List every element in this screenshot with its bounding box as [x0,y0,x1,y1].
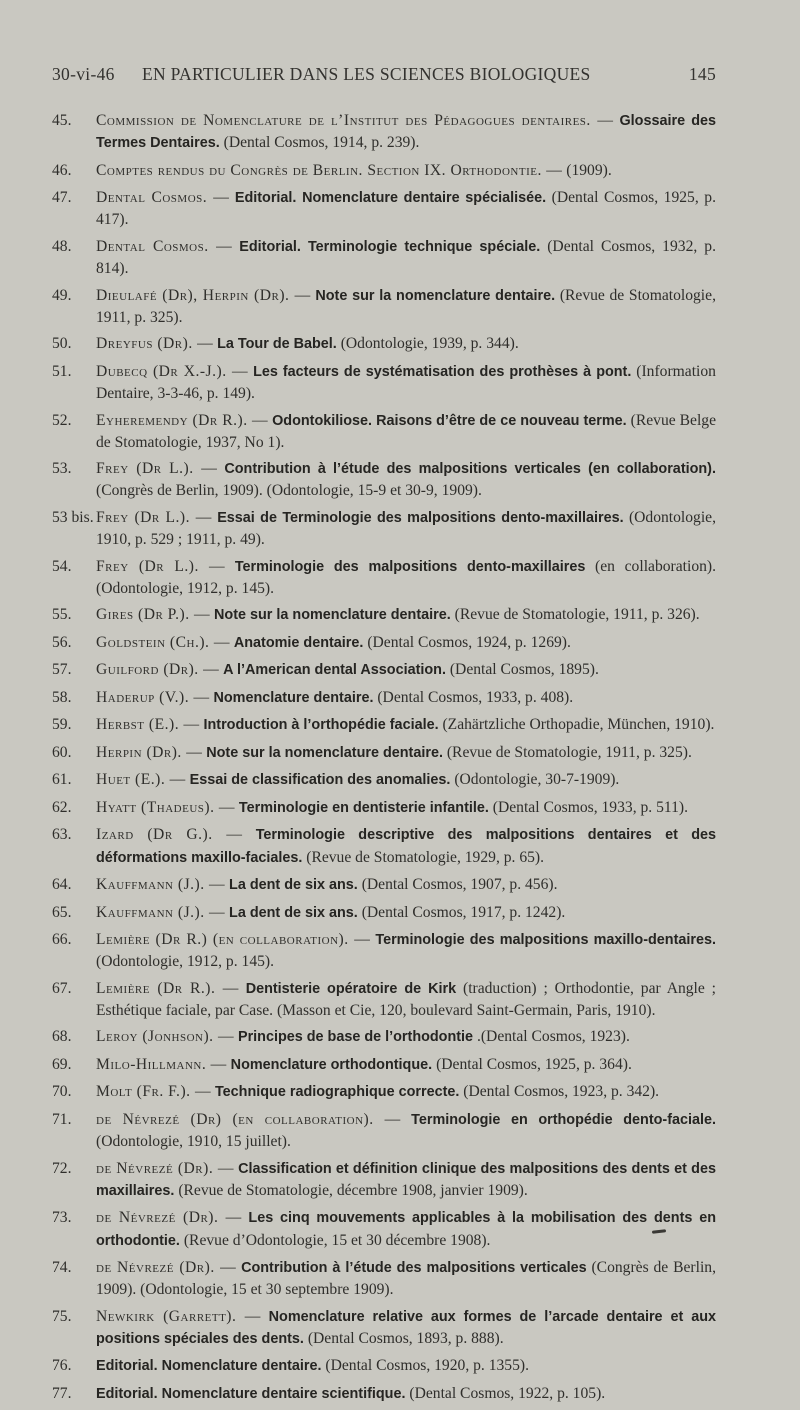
reference-title: Nomenclature dentaire. [213,689,374,706]
reference-list [52,110,716,1410]
reference-number: 54. [52,557,72,575]
reference-entry [52,285,716,328]
reference-source: (Dental Cosmos, 1925, p. 364). [436,1055,632,1073]
reference-source: (Revue de Stomatologie, 1911, p. 326). [454,606,700,624]
reference-number: 68. [52,1028,72,1046]
reference-number: 64. [52,876,72,894]
reference-entry [52,507,716,550]
reference-source: (1909). [566,161,612,179]
reference-source: (traduction) ; Orthodontie, par Angle ; Esthétique faciale, par Case. (Masson et Cie, 120, boulevard Saint-Germain, Paris, 1910). [96,979,716,1019]
reference-number: 48. [52,237,72,255]
reference-author: de Névrezé (Dr). — [96,1259,237,1277]
reference-author: Frey (Dr L.). — [96,460,218,478]
reference-entry [52,1026,716,1048]
reference-title: Essai de classification des anomalies. [189,772,451,789]
reference-title: Editorial. Nomenclature dentaire spécialisée. [234,190,547,207]
reference-title: Editorial. Nomenclature dentaire scientifique. [96,1385,406,1402]
reference-number: 45. [52,112,72,129]
reference-author: Leroy (Jonhson). — [96,1028,235,1046]
reference-author: Kauffmann (J.). — [96,903,226,921]
reference-title: Nomenclature orthodontique. [230,1056,433,1073]
reference-author: Dental Cosmos. — [96,189,230,207]
running-header [52,64,716,88]
reference-entry [52,1383,716,1405]
reference-source: (Odontologie, 1939, p. 344). [340,335,519,353]
reference-entry [52,1109,716,1152]
reference-author: Comptes rendus du Congrès de Berlin. Section IX. Orthodontie. — [96,161,563,179]
reference-title: Les facteurs de systématisation des prothèses à pont. [253,363,632,380]
reference-source: (Dental Cosmos, 1922, p. 105). [409,1384,606,1402]
reference-entry [52,797,716,819]
reference-title: Glossaire des Termes Dentaires. [96,113,717,152]
reference-author: Hyatt (Thadeus). — [96,798,235,816]
reference-number: 53 bis. [52,508,94,526]
reference-entry [52,1207,716,1251]
reference-title: Dentisterie opératoire de Kirk [245,980,457,997]
reference-number: 77. [52,1384,72,1402]
reference-author: Dreyfus (Dr). — [96,335,214,353]
reference-source: (Congrès de Berlin, 1909). (Odontologie, 15 et 30 septembre 1909). [96,1259,716,1299]
reference-title: Contribution à l’étude des malpositions verticales [241,1260,587,1277]
reference-source: (Revue d’Odontologie, 15 et 30 décembre 1908). [183,1231,491,1249]
reference-number: 73. [52,1209,72,1227]
reference-title: La Tour de Babel. [217,336,337,353]
reference-title: Terminologie en dentisterie infantile. [238,799,489,816]
reference-source: (Dental Cosmos, 1925, p. 417). [96,189,716,229]
reference-entry [52,187,716,230]
reference-entry [52,160,716,182]
reference-number: 49. [52,286,72,304]
reference-number: 60. [52,743,72,761]
reference-source: (Dental Cosmos, 1917, p. 1242). [361,903,566,921]
reference-entry [52,978,716,1021]
reference-source: (Odontologie, 1912, p. 145). [96,953,275,971]
reference-number: 61. [52,771,72,789]
reference-entry [52,769,716,791]
reference-source: (Revue de Stomatologie, décembre 1908, janvier 1909). [178,1181,528,1199]
reference-entry [52,410,716,453]
reference-title: Note sur la nomenclature dentaire. [214,607,451,624]
reference-source: (Congrès de Berlin, 1909). (Odontologie, 15-9 et 30-9, 1909). [96,482,482,500]
reference-title: Note sur la nomenclature dentaire. [315,287,556,304]
reference-number: 74. [52,1259,72,1277]
reference-author: Dental Cosmos. — [96,237,233,255]
reference-author: Guilford (Dr). — [96,661,220,679]
reference-title: Les cinq mouvements applicables à la mobilisation des dents en orthodontie. [96,1210,716,1249]
reference-author: Molt (Fr. F.). — [96,1083,212,1101]
reference-entry [52,824,716,868]
reference-title: Odontokiliose. Raisons d’être de ce nouveau terme. [272,412,627,429]
reference-source: (Dental Cosmos, 1933, p. 408). [377,688,574,706]
reference-number: 57. [52,661,72,679]
reference-entry [52,604,716,626]
reference-entry [52,556,716,599]
reference-entry [52,714,716,736]
reference-number: 76. [52,1357,72,1375]
reference-author: Dubecq (Dr X.-J.). — [96,362,249,380]
reference-author: Frey (Dr L.). — [96,508,212,526]
reference-source: (Dental Cosmos, 1924, p. 1269). [367,633,571,651]
reference-author: Lemière (Dr R.). — [96,979,239,997]
page-number: 145 [688,64,716,84]
reference-source: (Dental Cosmos, 1914, p. 239). [223,134,420,152]
reference-title: Anatomie dentaire. [233,634,364,651]
reference-author: Herpin (Dr). — [96,743,203,761]
reference-author: Goldstein (Ch.). — [96,633,230,651]
reference-author: Izard (Dr G.). — [96,826,243,844]
reference-author: Dieulafé (Dr), Herpin (Dr). — [96,286,311,304]
reference-author: de Névrezé (Dr) (en collaboration). — [96,1110,401,1128]
reference-entry [52,361,716,404]
reference-source: (Dental Cosmos, 1895). [449,661,599,679]
reference-number: 59. [52,716,72,734]
reference-title: La dent de six ans. [229,877,358,894]
reference-source: (Odontologie, 1910, p. 529 ; 1911, p. 49). [96,508,716,549]
reference-source: (en collaboration). (Odontologie, 1912, p. 145). [96,557,716,597]
reference-author: Lemière (Dr R.) (en collaboration). — [96,931,371,949]
reference-entry [52,742,716,764]
reference-author: Haderup (V.). — [96,688,210,706]
reference-author: Milo-Hillmann. — [96,1055,227,1073]
reference-title: Introduction à l’orthopédie faciale. [203,717,439,734]
reference-title: Note sur la nomenclature dentaire. [206,744,443,761]
reference-number: 71. [52,1110,72,1128]
reference-source: (Dental Cosmos, 1933, p. 511). [492,798,688,816]
reference-author: Kauffmann (J.). — [96,876,226,894]
reference-title: Terminologie descriptive des malpositions dentaires et des déformations maxillo-faciales. [96,827,717,866]
reference-author: Frey (Dr L.). — [96,557,226,575]
reference-source: (Dental Cosmos, 1907, p. 456). [361,876,558,894]
reference-source: (Dental Cosmos, 1923, p. 342). [463,1083,660,1101]
reference-entry [52,1306,716,1350]
reference-number: 67. [52,979,72,997]
reference-title: Editorial. Nomenclature dentaire. [96,1358,322,1375]
reference-title: Terminologie en orthopédie dento-faciale. [411,1111,716,1128]
reference-number: 69. [52,1055,72,1073]
reference-author: de Névrezé (Dr). — [96,1209,242,1227]
reference-source: (Information Dentaire, 3-3-46, p. 149). [96,362,716,403]
reference-entry [52,687,716,709]
reference-number: 66. [52,931,72,949]
reference-entry [52,110,716,154]
reference-number: 75. [52,1307,72,1325]
reference-source: (Dental Cosmos, 1893, p. 888). [307,1329,504,1347]
reference-source: .(Dental Cosmos, 1923). [476,1028,630,1046]
reference-entry [52,659,716,681]
reference-author: Huet (E.). — [96,771,186,789]
reference-title: Editorial. Terminologie technique spéciale. [239,238,541,255]
reference-author: Newkirk (Garrett). — [96,1307,261,1325]
reference-number: 47. [52,189,72,207]
reference-title: Terminologie des malpositions dento-maxillaires [234,558,586,575]
reference-number: 72. [52,1159,72,1177]
reference-author: Commission de Nomenclature de l’Institut des Pédagogues dentaires. — [96,112,614,129]
reference-author: de Névrezé (Dr). — [96,1159,234,1177]
reference-entry [52,1054,716,1076]
reference-source: (Odontologie, 1910, 15 juillet). [96,1133,291,1151]
reference-entry [52,1081,716,1103]
reference-number: 52. [52,411,72,429]
reference-title: Essai de Terminologie des malpositions dento-maxillaires. [217,509,624,526]
reference-number: 53. [52,460,72,478]
reference-author: Gires (Dr P.). — [96,606,211,624]
reference-entry [52,458,716,501]
reference-entry [52,1257,716,1300]
reference-entry [52,236,716,279]
header-title: EN PARTICULIER DANS LES SCIENCES BIOLOGIQUES [142,64,591,84]
reference-title: Classification et définition clinique des malpositions des dents et des maxillaires. [96,1160,716,1199]
reference-title: A l’American dental Association. [223,662,446,679]
reference-source: (Dental Cosmos, 1920, p. 1355). [325,1357,529,1375]
reference-title: Technique radiographique correcte. [214,1084,460,1101]
reference-title: Principes de base de l’orthodontie [237,1029,474,1046]
reference-source: (Revue de Stomatologie, 1911, p. 325). [446,743,692,761]
header-date: 30-vi-46 [52,64,115,84]
reference-number: 46. [52,161,72,179]
reference-entry [52,1158,716,1202]
reference-entry [52,632,716,654]
reference-title: La dent de six ans. [229,904,358,921]
reference-source: (Revue de Stomatologie, 1929, p. 65). [306,848,545,866]
reference-source: (Revue Belge de Stomatologie, 1937, No 1). [96,411,716,451]
reference-source: (Zahärtzliche Orthopadie, München, 1910). [442,716,715,734]
reference-number: 50. [52,335,72,353]
reference-source: (Dental Cosmos, 1932, p. 814). [96,237,716,278]
reference-title: Nomenclature relative aux formes de l’arcade dentaire et aux positions spéciales des dents. [96,1308,716,1347]
reference-entry [52,929,716,972]
reference-number: 65. [52,903,72,921]
reference-number: 55. [52,606,72,624]
reference-source: (Odontologie, 30-7-1909). [454,771,620,789]
reference-number: 63. [52,826,72,844]
reference-source: (Revue de Stomatologie, 1911, p. 325). [96,286,716,326]
reference-number: 56. [52,633,72,651]
reference-number: 70. [52,1083,72,1101]
reference-author: Herbst (E.). — [96,716,200,734]
reference-title: Contribution à l’étude des malpositions verticales (en collaboration). [224,461,716,478]
reference-author: Eyheremendy (Dr R.). — [96,411,269,429]
reference-number: 51. [52,362,72,380]
reference-number: 62. [52,798,72,816]
reference-entry [52,1355,716,1377]
reference-entry [52,874,716,896]
reference-entry [52,333,716,355]
reference-title: Terminologie des malpositions maxillo-dentaires. [375,932,716,949]
reference-number: 58. [52,688,72,706]
reference-entry [52,902,716,924]
